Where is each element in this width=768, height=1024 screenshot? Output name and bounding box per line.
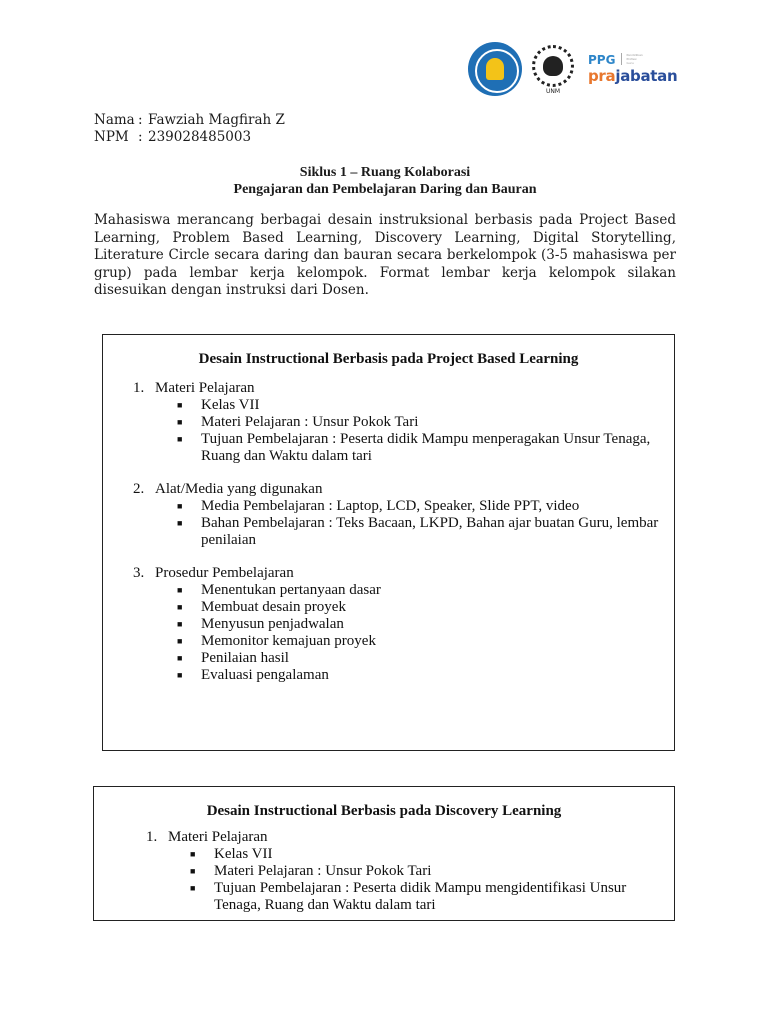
- npm-colon: :: [138, 129, 143, 145]
- list-item: [103, 667, 674, 684]
- list-item-text: Membuat desain proyek: [201, 599, 346, 615]
- box-title: Desain Instructional Berbasis pada Discovery Learning: [206, 803, 562, 819]
- square-bullet-icon: ■: [177, 585, 183, 595]
- unm-logo-text: UNM: [545, 88, 561, 95]
- nama-colon: :: [138, 112, 143, 128]
- heading-line-1: Siklus 1 – Ruang Kolaborasi: [299, 165, 471, 180]
- list-item: [103, 515, 674, 549]
- npm-value: 239028485003: [148, 129, 252, 145]
- list-item: [103, 582, 674, 599]
- square-bullet-icon: ■: [177, 670, 183, 680]
- box-title: Desain Instructional Berbasis pada Project Based Learning: [198, 351, 579, 367]
- unm-emblem-icon: [528, 42, 578, 96]
- intro-paragraph: Mahasiswa merancang berbagai desain instruksional berbasis pada Project Based Learning, Problem Based Learning, Discovery Learning, Digital Storytelling, Literature Circle secara daring dan bauran secara berkelompok (3-5 mahasiswa per grup) pada lembar kerja kelompok. Format lembar kerja kelompok silakan disesuikan dengan instruksi dari Dosen.: [94, 212, 676, 298]
- square-bullet-icon: ■: [177, 653, 183, 663]
- square-bullet-icon: ■: [190, 883, 196, 893]
- ppg-subtitle: Pendidikan Profesi Guru: [621, 53, 642, 65]
- list-item: [103, 397, 674, 414]
- list-item-text: Kelas VII: [201, 397, 260, 413]
- list-item-text: Tujuan Pembelajaran : Peserta didik Mampu mengidentifikasi Unsur Tenaga, Ruang dan Waktu dalam tari: [214, 880, 627, 913]
- npm-row: [94, 129, 285, 146]
- square-bullet-icon: ■: [177, 518, 183, 528]
- bullet-list: [103, 397, 674, 465]
- list-item-text: Kelas VII: [214, 846, 273, 862]
- section-heading: [94, 829, 674, 846]
- section-number: 1.: [133, 380, 145, 396]
- list-section: [103, 565, 674, 684]
- design-box-discovery-learning: [93, 786, 675, 921]
- list-item-text: Tujuan Pembelajaran : Peserta didik Mampu menperagakan Unsur Tenaga, Ruang dan Waktu dalam tari: [201, 431, 651, 464]
- list-section: [103, 380, 674, 465]
- list-item-text: Penilaian hasil: [201, 650, 289, 666]
- list-item: [103, 599, 674, 616]
- document-heading: [94, 164, 676, 198]
- bullet-list: [103, 498, 674, 549]
- bullet-list: [94, 846, 674, 914]
- prajabatan-word: prajabatan: [588, 67, 678, 85]
- section-number: 1.: [146, 829, 158, 845]
- list-item: [103, 616, 674, 633]
- list-item-text: Bahan Pembelajaran : Teks Bacaan, LKPD, Bahan ajar buatan Guru, lembar penilaian: [201, 515, 659, 548]
- list-item-text: Memonitor kemajuan proyek: [201, 633, 376, 649]
- section-heading: [103, 481, 674, 498]
- section-number: 3.: [133, 565, 145, 581]
- ppg-prajabatan-logo: [588, 42, 677, 96]
- list-item-text: Materi Pelajaran : Unsur Pokok Tari: [214, 863, 432, 879]
- square-bullet-icon: ■: [177, 417, 183, 427]
- square-bullet-icon: ■: [177, 501, 183, 511]
- section-title: Alat/Media yang digunakan: [155, 481, 323, 497]
- list-item: [103, 498, 674, 515]
- heading-line-2: Pengajaran dan Pembelajaran Daring dan Bauran: [233, 182, 537, 197]
- square-bullet-icon: ■: [177, 636, 183, 646]
- list-item-text: Materi Pelajaran : Unsur Pokok Tari: [201, 414, 419, 430]
- list-item: [103, 633, 674, 650]
- kemdikbud-emblem-icon: [468, 42, 522, 96]
- list-item: [94, 846, 674, 863]
- section-heading: [103, 380, 674, 397]
- list-item-text: Menentukan pertanyaan dasar: [201, 582, 381, 598]
- square-bullet-icon: ■: [190, 849, 196, 859]
- section-title: Prosedur Pembelajaran: [155, 565, 294, 581]
- nama-row: [94, 112, 285, 129]
- ppg-word: PPG: [588, 53, 616, 67]
- student-identity: [94, 112, 285, 146]
- section-heading: [103, 565, 674, 582]
- square-bullet-icon: ■: [177, 602, 183, 612]
- list-item: [94, 880, 674, 914]
- nama-value: Fawziah Magfirah Z: [148, 112, 285, 128]
- list-section: [103, 481, 674, 549]
- list-item-text: Menyusun penjadwalan: [201, 616, 344, 632]
- section-title: Materi Pelajaran: [168, 829, 268, 845]
- section-title: Materi Pelajaran: [155, 380, 255, 396]
- list-item: [103, 650, 674, 667]
- list-item-text: Media Pembelajaran : Laptop, LCD, Speaker, Slide PPT, video: [201, 498, 580, 514]
- section-number: 2.: [133, 481, 145, 497]
- list-item: [94, 863, 674, 880]
- square-bullet-icon: ■: [177, 434, 183, 444]
- box-sections: [103, 380, 674, 684]
- list-item-text: Evaluasi pengalaman: [201, 667, 329, 683]
- list-item: [103, 431, 674, 465]
- npm-label: NPM: [94, 129, 129, 145]
- list-section: [94, 829, 674, 914]
- header-logos: [468, 40, 678, 98]
- box-sections: [94, 829, 674, 914]
- square-bullet-icon: ■: [177, 619, 183, 629]
- square-bullet-icon: ■: [190, 866, 196, 876]
- design-box-project-based-learning: [102, 334, 675, 751]
- bullet-list: [103, 582, 674, 684]
- square-bullet-icon: ■: [177, 400, 183, 410]
- nama-label: Nama: [94, 112, 135, 128]
- list-item: [103, 414, 674, 431]
